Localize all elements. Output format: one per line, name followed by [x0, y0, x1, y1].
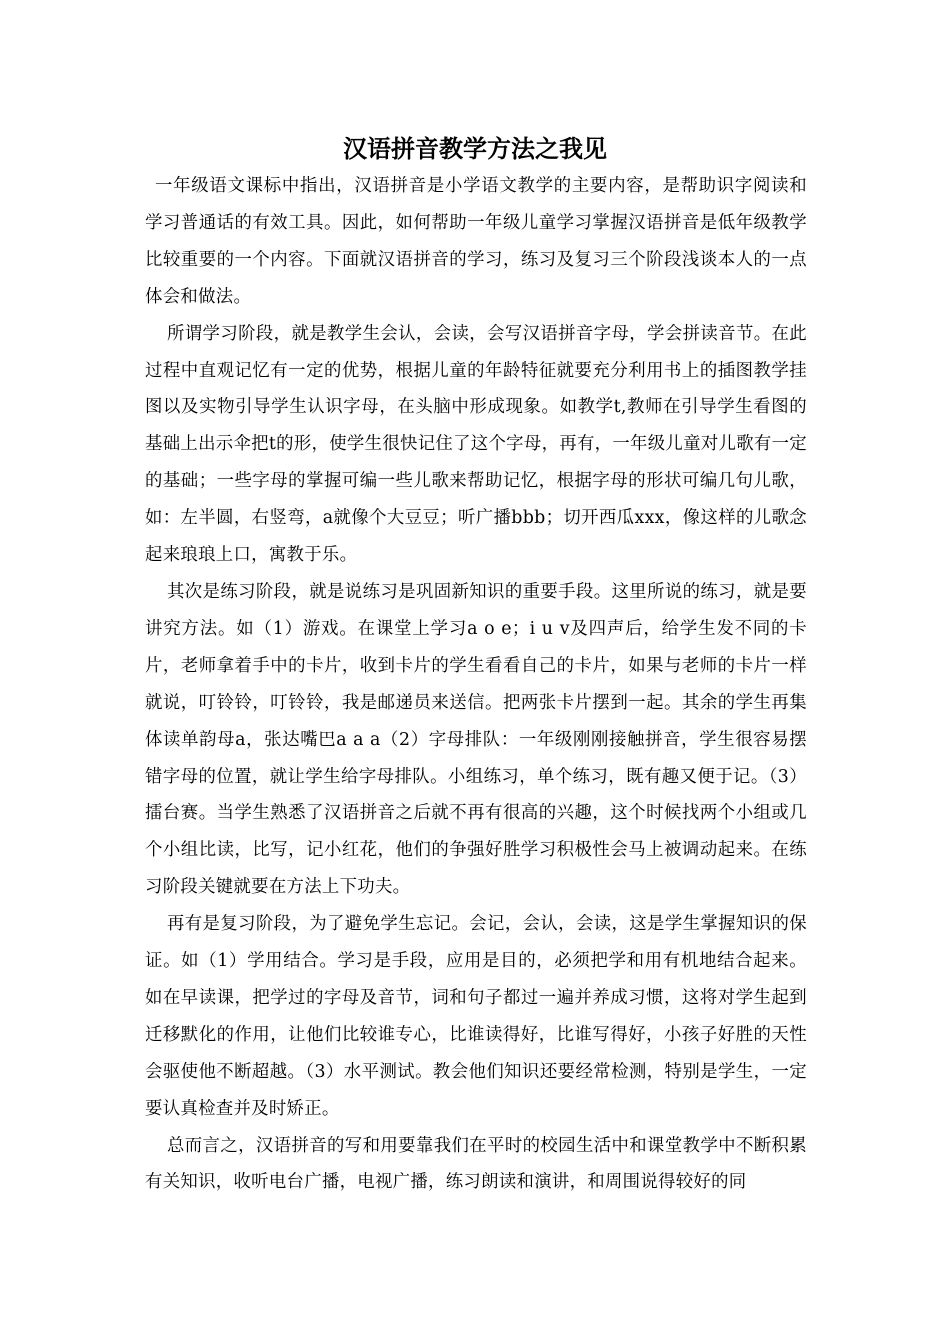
paragraph-review-stage: 再有是复习阶段，为了避免学生忘记。会记，会认，会读，这是学生掌握知识的保证。如（1）学用结合。学习是手段，应用是目的，必须把学和用有机地结合起来。如在早读课，把学过的字母及音节，词和句子都过一遍并养成习惯，这将对学生起到迁移默化的作用，让他们比较谁专心，比谁读得好，比谁写得好，小孩子好胜的天性会驱使他不断超越。（3）水平测试。教会他们知识还要经常检测，特别是学生，一定要认真检查并及时矫正。	[145, 914, 807, 1119]
paragraph-conclusion: 总而言之，汉语拼音的写和用要靠我们在平时的校园生活中和课堂教学中不断积累有关知识，收听电台广播，电视广播，练习朗读和演讲，和周围说得较好的同	[145, 1135, 807, 1193]
document-body	[145, 168, 807, 1201]
paragraph-learning-stage: 所谓学习阶段，就是教学生会认，会读，会写汉语拼音字母，学会拼读音节。在此过程中直观记忆有一定的优势，根据儿童的年龄特征就要充分利用书上的插图教学挂图以及实物引导学生认识字母，在头脑中形成现象。如教学t,教师在引导学生看图的基础上出示伞把t的形，使学生很快记住了这个字母，再有，一年级儿童对儿歌有一定的基础；一些字母的掌握可编一些儿歌来帮助记忆，根据字母的形状可编几句儿歌，如：左半圆，右竖弯，a就像个大豆豆；听广播bbb；切开西瓜xxx，像这样的儿歌念起来琅琅上口，寓教于乐。	[145, 323, 807, 566]
paragraph-intro: 一年级语文课标中指出，汉语拼音是小学语文教学的主要内容，是帮助识字阅读和学习普通话的有效工具。因此，如何帮助一年级儿童学习掌握汉语拼音是低年级教学比较重要的一个内容。下面就汉语拼音的学习，练习及复习三个阶段浅谈本人的一点体会和做法。	[145, 176, 807, 307]
document-title: 汉语拼音教学方法之我见	[343, 134, 607, 163]
paragraph-practice-stage: 其次是练习阶段，就是说练习是巩固新知识的重要手段。这里所说的练习，就是要讲究方法。如（1）游戏。在课堂上学习a o e；i u v及四声后，给学生发不同的卡片，老师拿着手中的卡片，收到卡片的学生看看自己的卡片，如果与老师的卡片一样就说，叮铃铃，叮铃铃，我是邮递员来送信。把两张卡片摆到一起。其余的学生再集体读单韵母a，张达嘴巴a a a（2）字母排队：一年级刚刚接触拼音，学生很容易摆错字母的位置，就让学生给字母排队。小组练习，单个练习，既有趣又便于记。（3）擂台赛。当学生熟悉了汉语拼音之后就不再有很高的兴趣，这个时候找两个小组或几个小组比读，比写，记小红花，他们的争强好胜学习积极性会马上被调动起来。在练习阶段关键就要在方法上下功夫。	[145, 581, 807, 898]
